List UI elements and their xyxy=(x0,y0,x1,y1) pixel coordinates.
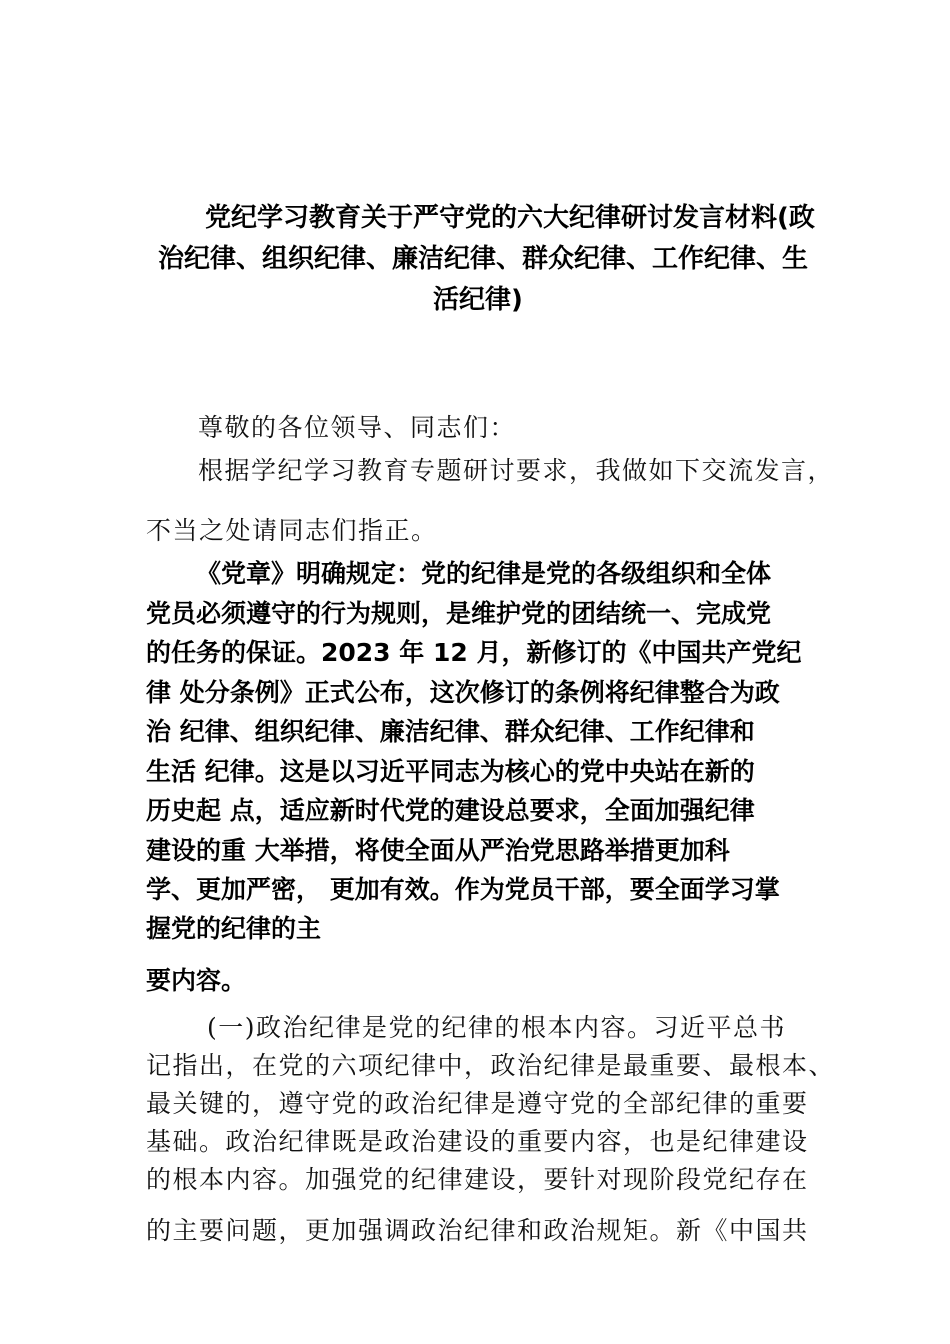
bold-paragraph-line-10: 握党的纪律的主 xyxy=(146,914,322,943)
section-1-line-6: 的主要问题，更加强调政治纪律和政治规矩。新《中国共 xyxy=(146,1216,809,1245)
section-1-line-1: (一)政治纪律是党的纪律的根本内容。习近平总书 xyxy=(207,1013,787,1042)
bold-paragraph-line-5: 治 纪律、组织纪律、廉洁纪律、群众纪律、工作纪律和 xyxy=(146,717,755,746)
document-title-line-2: 治纪律、组织纪律、廉洁纪律、群众纪律、工作纪律、生 xyxy=(158,244,809,274)
bold-paragraph-line-8: 建设的重 大举措，将使全面从严治党思路举措更加科 xyxy=(146,836,730,865)
document-title-line-1: 党纪学习教育关于严守党的六大纪律研讨发言材料(政 xyxy=(205,203,815,233)
bold-paragraph-line-6: 生活 纪律。这是以习近平同志为核心的党中央站在新的 xyxy=(146,757,755,786)
salutation: 尊敬的各位领导、同志们： xyxy=(198,413,517,442)
section-1-line-5: 的根本内容。加强党的纪律建设，要针对现阶段党纪存在 xyxy=(146,1165,809,1194)
bold-paragraph-line-7: 历史起 点，适应新时代党的建设总要求，全面加强纪律 xyxy=(146,796,755,825)
section-1-line-2: 记指出，在党的六项纪律中，政治纪律是最重要、最根本、 xyxy=(146,1051,836,1080)
document-title-line-3: 活纪律) xyxy=(433,285,523,315)
section-1-line-4: 基础。政治纪律既是政治建设的重要内容，也是纪律建设 xyxy=(146,1127,809,1156)
bold-paragraph-line-9: 学、更加严密， 更加有效。作为党员干部，要全面学习掌 xyxy=(146,875,780,904)
intro-line-2: 不当之处请同志们指正。 xyxy=(146,516,438,545)
section-1-line-3: 最关键的，遵守党的政治纪律是遵守党的全部纪律的重要 xyxy=(146,1089,809,1118)
bold-paragraph-line-4: 律 处分条例》正式公布，这次修订的条例将纪律整合为政 xyxy=(146,678,780,707)
bold-paragraph-line-11: 要内容。 xyxy=(146,966,247,995)
bold-paragraph-line-3: 的任务的保证。2023 年 12 月，新修订的《中国共产党纪 xyxy=(146,638,802,667)
bold-paragraph-line-1: 《党章》明确规定：党的纪律是党的各级组织和全体 xyxy=(196,559,772,588)
intro-line-1: 根据学纪学习教育专题研讨要求，我做如下交流发言， xyxy=(198,456,835,485)
bold-paragraph-line-2: 党员必须遵守的行为规则，是维护党的团结统一、完成党 xyxy=(146,599,772,628)
